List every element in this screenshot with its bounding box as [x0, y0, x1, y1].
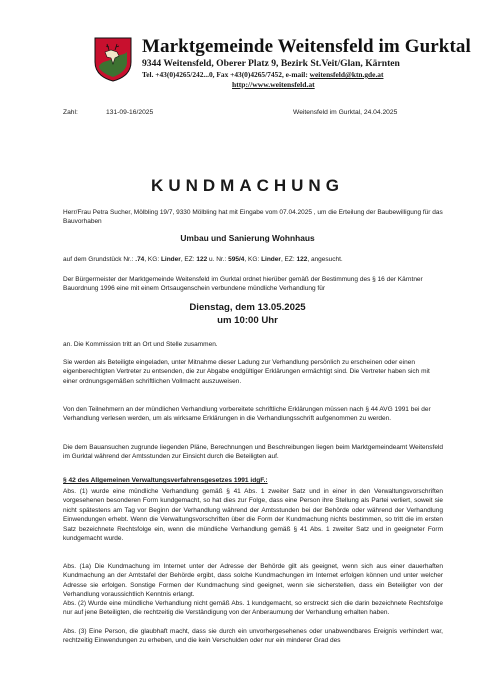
- commission-paragraph: an. Die Kommission tritt an Ort und Stelle zusammen.: [63, 341, 218, 348]
- abs-3-paragraph: Abs. (3) Eine Person, die glaubhaft macht, dass sie durch ein unvorhergesehenes oder unabwendbares Ereignis verhindert war, rechtzeitig Einwendungen zu erheben, und die kein Verschulden oder nur ein minderer Grad des: [63, 628, 443, 645]
- contact-line: [142, 70, 383, 79]
- phone-fax-text: Tel. +43(0)4265/242...0, Fax +43(0)4265/7452, e-mail:: [142, 70, 310, 79]
- statements-paragraph: Von den Teilnehmern an der mündlichen Verhandlung vorbereitete schriftliche Erklärungen müssen nach § 44 AVG 1991 bei der Verhandlung verlesen werden, um als wirksame Erklärungen in die Verhandlungsschrift aufgenommen zu werden.: [63, 406, 431, 423]
- plans-paragraph: Die dem Bauansuchen zugrunde liegenden Pläne, Berechnungen und Beschreibungen liegen beim Marktgemeindeamt Weitensfeld im Gurktal während der Amtsstunden zur Einsicht durch die Beteiligten auf.: [63, 444, 443, 461]
- municipality-address: 9344 Weitensfeld, Oberer Platz 9, Bezirk St.Veit/Glan, Kärnten: [142, 58, 400, 69]
- intro-paragraph: Herr/Frau Petra Sucher, Mölbling 19/7, 9330 Mölbling hat mit Eingabe vom 07.04.2025 , um die Erteilung der Baubewilligung für das Bauvorhaben: [63, 209, 443, 226]
- project-name: Umbau und Sanierung Wohnhaus: [180, 233, 315, 243]
- place-date: Weitensfeld im Gurktal, 24.04.2025: [293, 109, 398, 116]
- hearing-date: Dienstag, dem 13.05.2025: [189, 302, 306, 313]
- coat-of-arms-logo: [93, 36, 133, 82]
- file-number: 131-09-16/2025: [106, 109, 154, 116]
- mayor-paragraph: Der Bürgermeister der Marktgemeinde Weitensfeld im Gurktal ordnet hierüber gemäß der Bestimmung des § 16 der Kärntner Bauordnung 1996 eine mit einem Ortsaugenschein verbundene mündliche Verhandlung für: [63, 276, 423, 293]
- document-title: KUNDMACHUNG: [151, 176, 344, 195]
- section-heading: § 42 des Allgemeinen Verwaltungsverfahrensgesetzes 1991 idgF.:: [63, 477, 268, 484]
- abs-2-paragraph: Abs. (2) Wurde eine mündliche Verhandlung nicht gemäß Abs. 1 kundgemacht, so erstreckt sich die darin bezeichnete Rechtsfolge nur auf jene Beteiligten, die rechtzeitig die Verständigung von der Anberaumung der Verhandlung erhalten haben.: [63, 600, 443, 617]
- website-link[interactable]: http://www.weitensfeld.at: [232, 80, 315, 89]
- municipality-name: Marktgemeinde Weitensfeld im Gurktal: [142, 36, 471, 57]
- file-number-label: Zahl:: [63, 109, 78, 116]
- parcel-line: auf dem Grundstück Nr.: .74, KG: Linder, EZ: 122 u. Nr.: 595/4, KG: Linder, EZ: 122, angesucht.: [63, 256, 343, 263]
- email-link[interactable]: weitensfeld@ktn.gde.at: [309, 70, 384, 79]
- abs-1a-paragraph: Abs. (1a) Die Kundmachung im Internet unter der Adresse der Behörde gilt als geeignet, wenn sich aus einer dauerhaften Kundmachung an der Amtstafel der Behörde ergibt, dass solche Kundmachungen im Internet erfolgen können und unter welcher Adresse sie erfolgen. Sonstige Formen der Kundmachung sind geeignet, wenn sie sicherstellen, dass ein Beteiligter von der Verhandlung voraussichtlich Kenntnis erlangt.: [63, 563, 443, 599]
- abs-1-paragraph: Abs. (1) wurde eine mündliche Verhandlung gemäß § 41 Abs. 1 zweiter Satz und in einer in den Verwaltungsvorschriften vorgesehenen besonderen Form kundgemacht, so hat dies zur Folge, dass eine Person ihre Stellung als Partei verliert, soweit sie nicht spätestens am Tag vor Beginn der Verhandlung während der Amtsstunden bei der Behörde oder während der Verhandlung Einwendungen erhebt. Wenn die Verwaltungsvorschriften über die Form der Kundmachung nichts bestimmen, so tritt die im ersten Satz bezeichnete Rechtsfolge ein, wenn die mündliche Verhandlung gemäß § 41 Abs. 1 zweiter Satz und in geeigneter Form kundgemacht wurde.: [63, 488, 443, 543]
- invitation-paragraph: Sie werden als Beteiligte eingeladen, unter Mitnahme dieser Ladung zur Verhandlung persönlich zu erscheinen oder einen eigenberechtigten Vertreter zu entsenden, die zur Abgabe endgültiger Erklärungen ermächtigt sind. Die Vertreter haben sich mit einer ordnungsgemäßen schriftlichen Vollmacht auszuweisen.: [63, 359, 430, 385]
- hearing-time: um 10:00 Uhr: [217, 315, 278, 326]
